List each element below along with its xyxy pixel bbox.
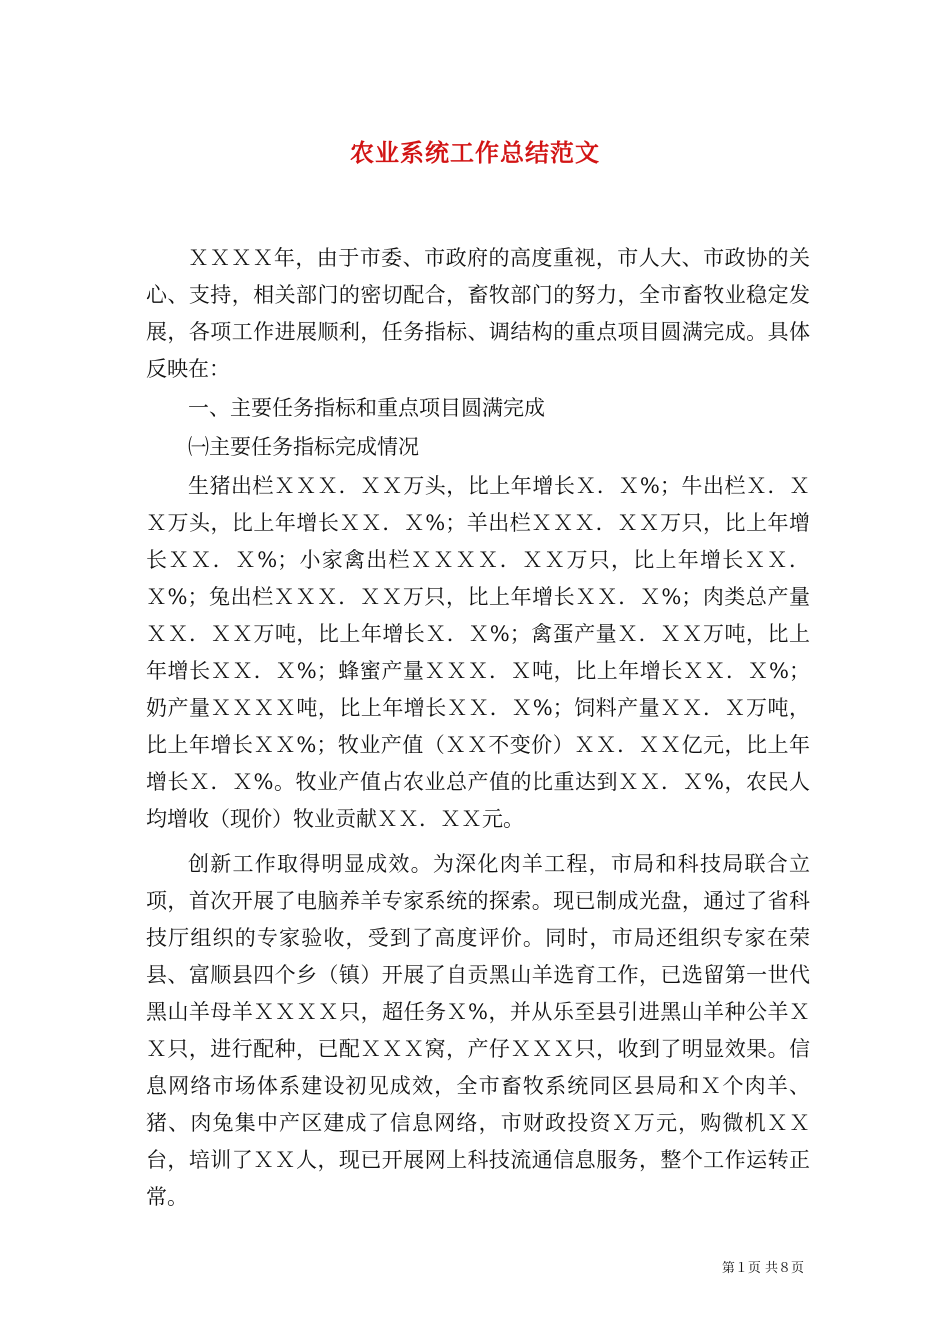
intro-paragraph: ＸＸＸＸ年，由于市委、市政府的高度重视，市人大、市政协的关心、支持，相关部门的密切配合，畜牧部门的努力，全市畜牧业稳定发展，各项工作进展顺利，任务指标、调结构的重点项目圆满完成。具体反映在： xyxy=(146,246,810,381)
subsection-heading: ㈠主要任务指标完成情况 xyxy=(188,435,419,459)
page-number: 第１页 共８页 xyxy=(721,1261,804,1276)
indicators-paragraph: 生猪出栏ＸＸＸ．ＸＸ万头，比上年增长Ｘ．Ｘ%；牛出栏Ｘ．ＸＸ万头，比上年增长ＸＸ．Ｘ%；羊出栏ＸＸＸ．ＸＸ万只，比上年增长ＸＸ．Ｘ%；小家禽出栏ＸＸＸＸ．ＸＸ万只，比上年增长ＸＸ．Ｘ%；兔出栏ＸＸＸ．ＸＸ万只，比上年增长ＸＸ．Ｘ%；肉类总产量ＸＸ．ＸＸ万吨，比上年增长Ｘ．Ｘ%；禽蛋产量Ｘ．ＸＸ万吨，比上年增长ＸＸ．Ｘ%；蜂蜜产量ＸＸＸ．Ｘ吨，比上年增长ＸＸ．Ｘ%；奶产量ＸＸＸＸ吨，比上年增长ＸＸ．Ｘ%；饲料产量ＸＸ．Ｘ万吨，比上年增长ＸＸ%；牧业产值（ＸＸ不变价）ＸＸ．ＸＸ亿元，比上年增长Ｘ．Ｘ%。牧业产值占农业总产值的比重达到ＸＸ．Ｘ%，农民人均增收（现价）牧业贡献ＸＸ．ＸＸ元。 xyxy=(146,474,810,831)
document-title: 农业系统工作总结范文 xyxy=(350,138,600,167)
innovation-paragraph: 创新工作取得明显成效。为深化肉羊工程，市局和科技局联合立项，首次开展了电脑养羊专家系统的探索。现已制成光盘，通过了省科技厅组织的专家验收，受到了高度评价。同时，市局还组织专家在荣县、富顺县四个乡（镇）开展了自贡黑山羊选育工作，已选留第一世代黑山羊母羊ＸＸＸＸ只，超任务Ｘ%，并从乐至县引进黑山羊种公羊ＸＸ只，进行配种，已配ＸＸＸ窝，产仔ＸＸＸ只，收到了明显效果。信息网络市场体系建设初见成效，全市畜牧系统同区县局和Ｘ个肉羊、猪、肉兔集中产区建成了信息网络，市财政投资Ｘ万元，购微机ＸＸ台，培训了ＸＸ人，现已开展网上科技流通信息服务，整个工作运转正常。 xyxy=(146,852,810,1209)
section-heading: 一、主要任务指标和重点项目圆满完成 xyxy=(188,396,545,420)
document-body xyxy=(146,240,810,1216)
